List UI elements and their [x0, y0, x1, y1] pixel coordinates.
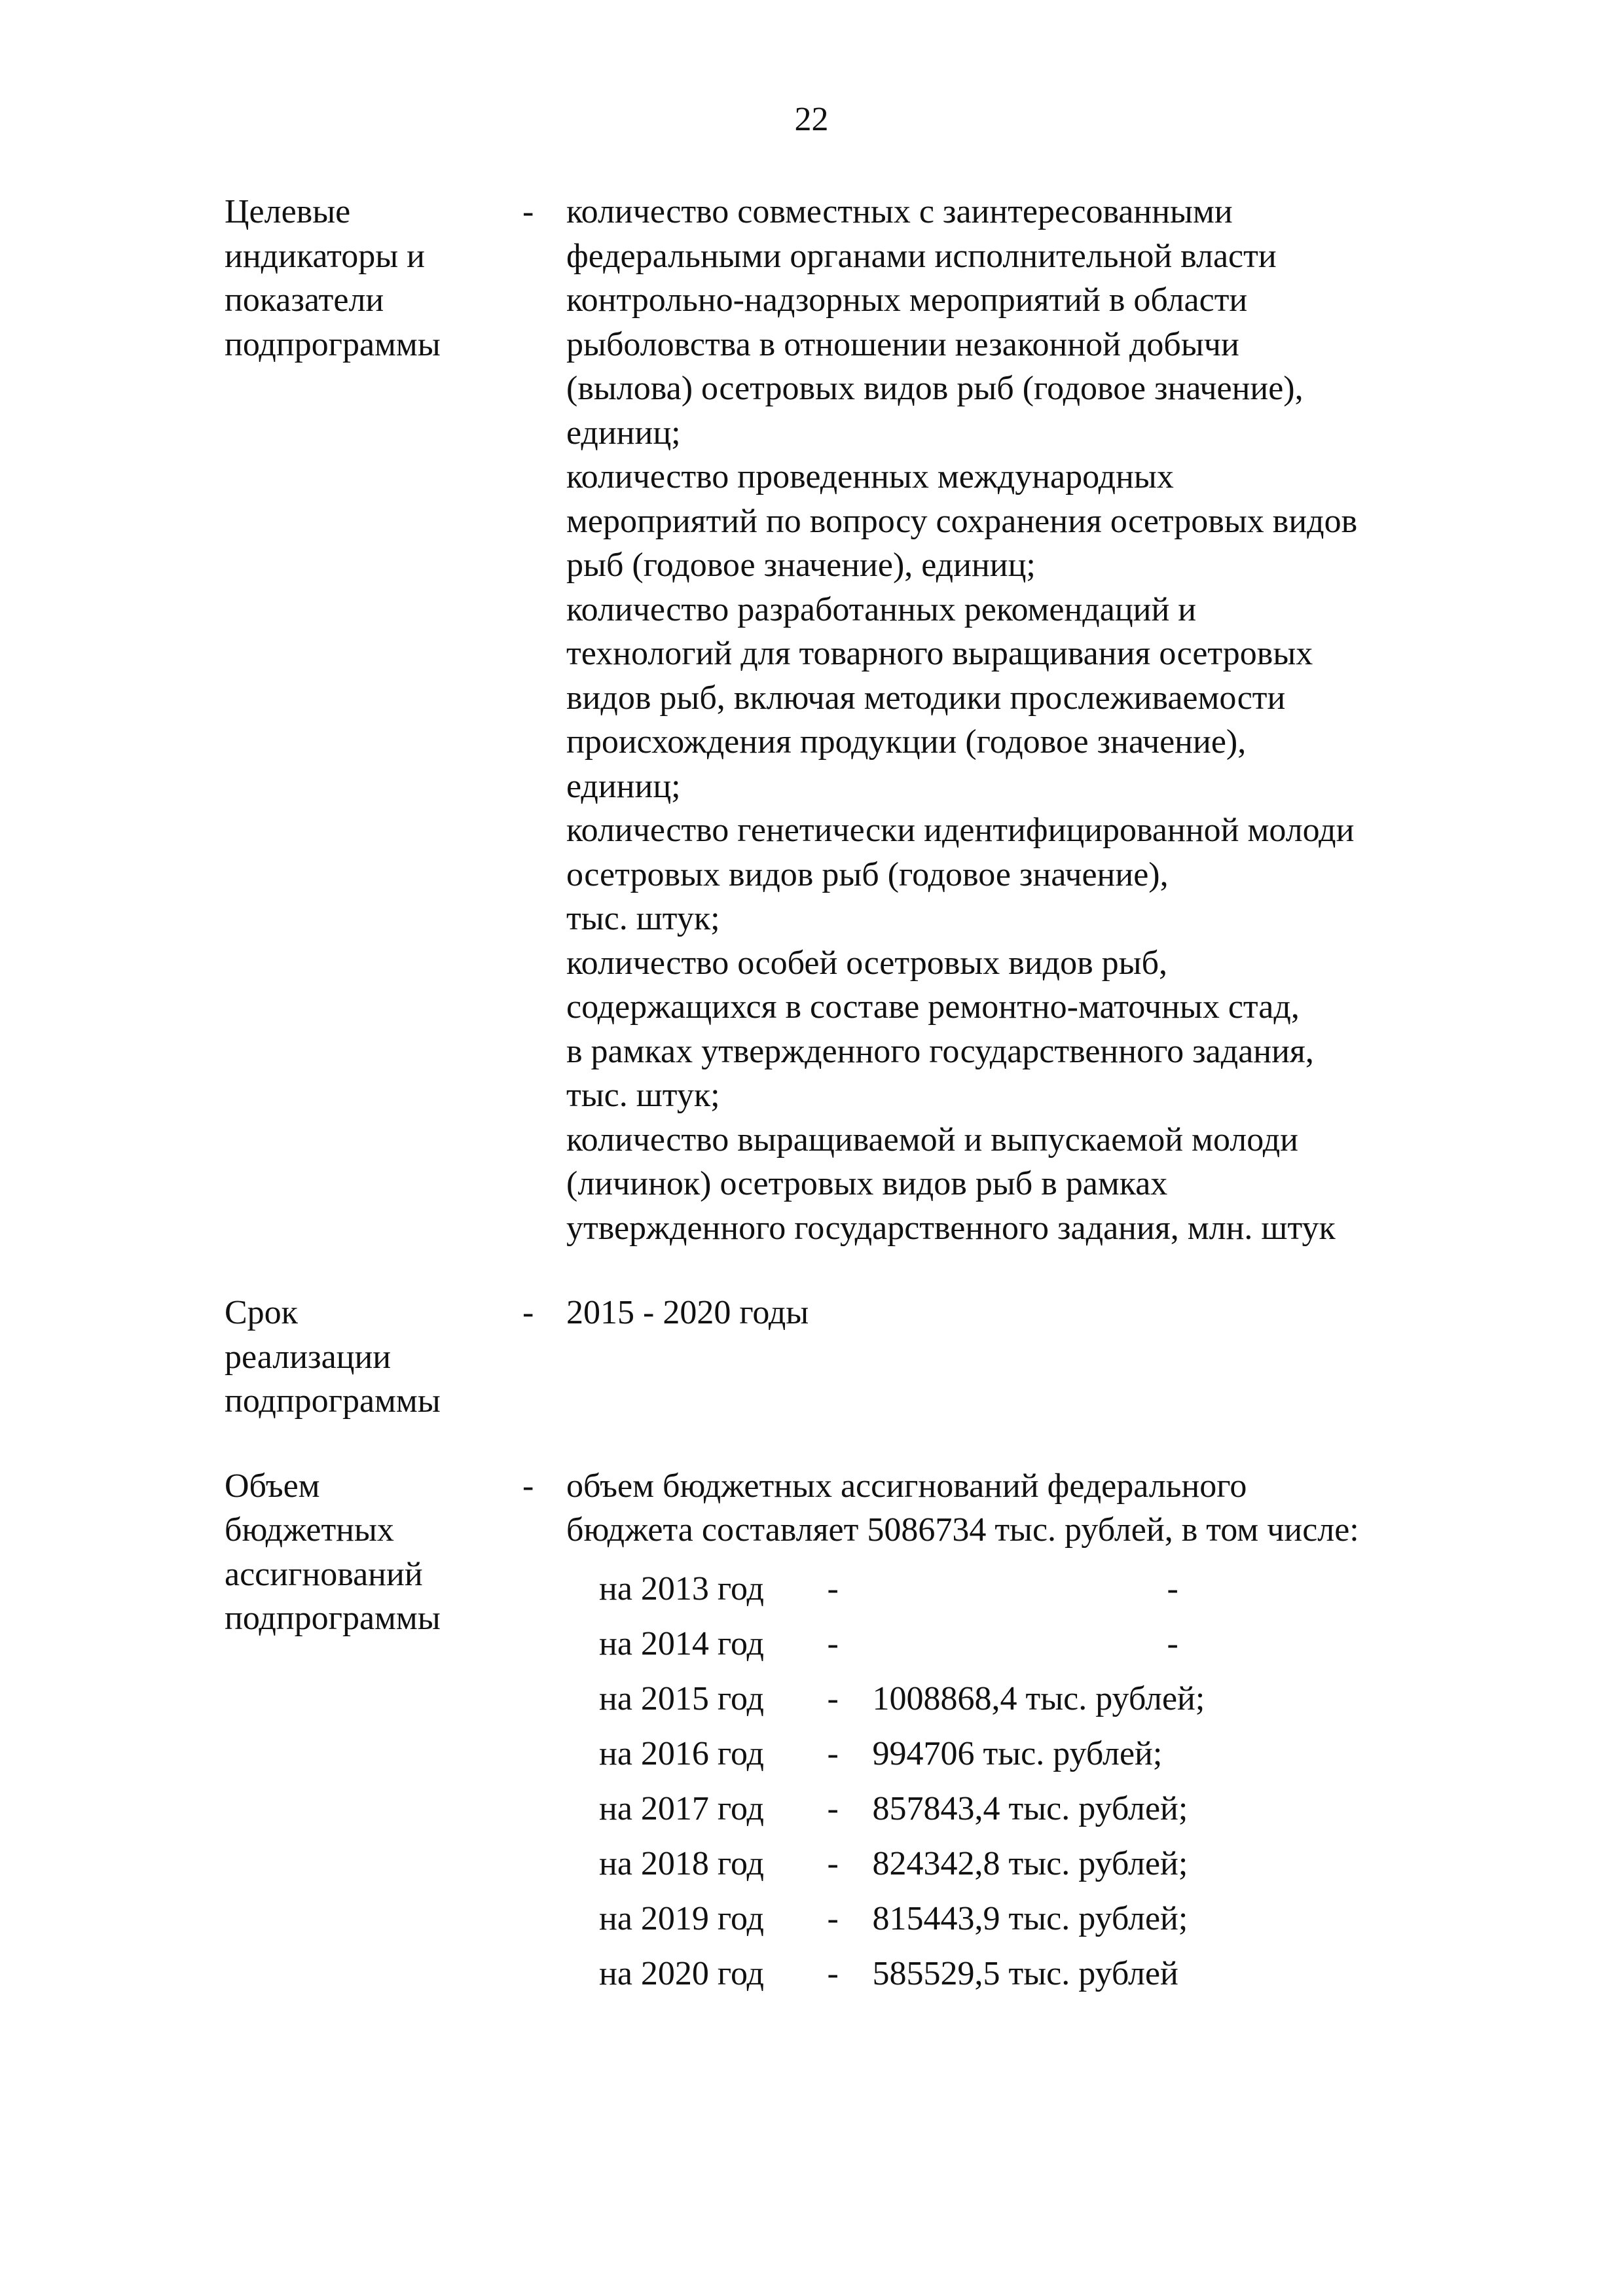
label-line: реализации: [225, 1338, 392, 1376]
section-dash: -: [522, 193, 534, 230]
section-dash: -: [522, 1294, 534, 1331]
year-amount: 824342,8 тыс. рублей;: [872, 1844, 1188, 1882]
section-target-indicators: [225, 190, 1488, 1250]
value-line: утвержденного государственного задания, млн. штук: [566, 1209, 1336, 1247]
budget-year-row: [599, 1892, 1488, 1946]
budget-year-row: [599, 1946, 1488, 2001]
label-line: Целевые: [225, 193, 351, 230]
label-line: индикаторы и: [225, 237, 425, 275]
page-number: 22: [794, 101, 829, 138]
label-line: подпрограммы: [225, 1600, 441, 1637]
year-dash: -: [827, 1734, 839, 1772]
year-dash: -: [827, 1899, 839, 1937]
value-line: рыб (годовое значение), единиц;: [566, 547, 1036, 584]
year-dash: -: [827, 1624, 839, 1662]
year-label: на 2019 год: [599, 1899, 764, 1937]
value-line: 2015 - 2020 годы: [566, 1294, 809, 1331]
value-line: единиц;: [566, 414, 681, 452]
year-amount: 994706 тыс. рублей;: [872, 1734, 1163, 1772]
year-dash: -: [827, 1844, 839, 1882]
year-dash: -: [827, 1789, 839, 1827]
section-budget-allocations: [225, 1464, 1488, 2001]
section-label: [225, 1291, 522, 1424]
year-amount: 857843,4 тыс. рублей;: [872, 1789, 1188, 1827]
label-line: подпрограммы: [225, 325, 441, 363]
subprogram-passport: [225, 190, 1488, 2001]
value-line: осетровых видов рыб (годовое значение),: [566, 855, 1169, 893]
value-line: количество особей осетровых видов рыб,: [566, 944, 1168, 982]
budget-by-year-table: [599, 1562, 1488, 2001]
budget-year-row: [599, 1562, 1488, 1617]
value-line: объем бюджетных ассигнований федерального: [566, 1467, 1247, 1505]
year-amount: 585529,5 тыс. рублей: [872, 1954, 1178, 1992]
label-line: показатели: [225, 281, 384, 319]
year-label: на 2015 год: [599, 1679, 764, 1717]
value-line: содержащихся в составе ремонтно-маточных стад,: [566, 988, 1300, 1026]
value-line: (вылова) осетровых видов рыб (годовое значение),: [566, 370, 1304, 407]
value-line: количество совместных с заинтересованными: [566, 193, 1233, 230]
label-line: подпрограммы: [225, 1382, 441, 1420]
year-dash: -: [827, 1954, 839, 1992]
year-label: на 2013 год: [599, 1570, 764, 1607]
year-dash: -: [827, 1570, 839, 1607]
budget-year-row: [599, 1672, 1488, 1727]
budget-year-row: [599, 1727, 1488, 1782]
budget-year-row: [599, 1617, 1488, 1672]
section-value: [566, 1291, 1488, 1335]
year-label: на 2017 год: [599, 1789, 764, 1827]
value-line: тыс. штук;: [566, 1077, 720, 1114]
value-line: контрольно-надзорных мероприятий в области: [566, 281, 1248, 319]
value-line: количество генетически идентифицированной молоди: [566, 812, 1355, 849]
value-line: количество выращиваемой и выпускаемой молоди: [566, 1121, 1298, 1158]
year-dash: -: [827, 1679, 839, 1717]
value-line: количество разработанных рекомендаций и: [566, 590, 1197, 628]
year-label: на 2016 год: [599, 1734, 764, 1772]
value-line: технологий для товарного выращивания осетровых: [566, 635, 1313, 672]
year-label: на 2014 год: [599, 1624, 764, 1662]
section-value: [566, 1464, 1488, 2001]
value-line: видов рыб, включая методики прослеживаемости: [566, 679, 1286, 717]
budget-year-row: [599, 1782, 1488, 1837]
year-amount: -: [1167, 1624, 1178, 1662]
value-line: рыболовства в отношении незаконной добычи: [566, 325, 1239, 363]
section-label: [225, 1464, 522, 1641]
value-line: бюджета составляет 5086734 тыс. рублей, в том числе:: [566, 1511, 1359, 1549]
value-line: тыс. штук;: [566, 900, 720, 937]
value-line: происхождения продукции (годовое значение),: [566, 723, 1247, 761]
label-line: Срок: [225, 1294, 298, 1331]
value-line: мероприятий по вопросу сохранения осетровых видов: [566, 502, 1358, 540]
value-line: единиц;: [566, 767, 681, 805]
value-line: федеральными органами исполнительной власти: [566, 237, 1277, 275]
value-line: в рамках утвержденного государственного задания,: [566, 1032, 1314, 1070]
section-dash: -: [522, 1467, 534, 1505]
label-line: Объем: [225, 1467, 320, 1505]
year-label: на 2018 год: [599, 1844, 764, 1882]
year-label: на 2020 год: [599, 1954, 764, 1992]
year-amount: 815443,9 тыс. рублей;: [872, 1899, 1188, 1937]
label-line: ассигнований: [225, 1555, 423, 1593]
section-implementation-period: [225, 1291, 1488, 1424]
year-amount: 1008868,4 тыс. рублей;: [872, 1679, 1205, 1717]
section-value: [566, 190, 1488, 1250]
budget-year-row: [599, 1837, 1488, 1892]
label-line: бюджетных: [225, 1511, 394, 1549]
value-line: (личинок) осетровых видов рыб в рамках: [566, 1165, 1168, 1202]
section-label: [225, 190, 522, 367]
year-amount: -: [1167, 1570, 1178, 1607]
value-line: количество проведенных международных: [566, 458, 1174, 495]
